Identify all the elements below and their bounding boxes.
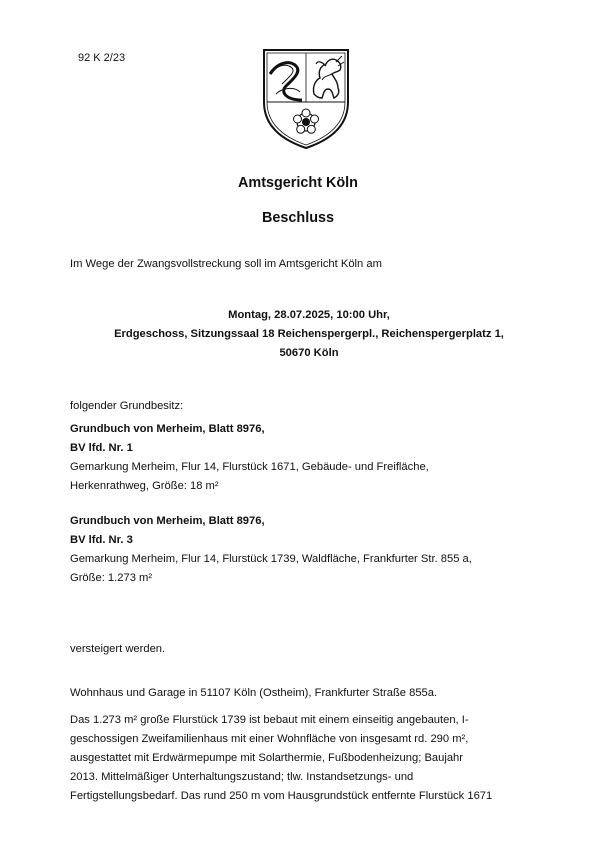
intro-text: Im Wege der Zwangsvollstreckung soll im Amtsgericht Köln am [70,258,382,270]
parcel-1-desc-line1: Gemarkung Merheim, Flur 14, Flurstück 1671, Gebäude- und Freifläche, [70,461,429,473]
hearing-location-line2: 50670 Köln [279,347,339,359]
parcel-2-desc-line2: Größe: 1.273 m² [70,572,153,584]
auction-phrase: versteigert werden. [70,643,166,655]
parcel-2-lfd: BV lfd. Nr. 3 [70,534,133,546]
hearing-location-line1: Erdgeschoss, Sitzungssaal 18 Reichenspergerpl., Reichenspergerplatz 1, [114,328,504,340]
property-summary: Wohnhaus und Garage in 51107 Köln (Ostheim), Frankfurter Straße 855a. [70,687,438,699]
description-line-4: 2013. Mittelmäßiger Unterhaltungszustand; tlw. Instandsetzungs- und [70,771,414,783]
coat-of-arms-logo [256,44,356,152]
description-line-2: geschossigen Zweifamilienhaus mit einer Wohnfläche von insgesamt rd. 290 m², [70,733,469,745]
document-type: Beschluss [262,210,334,226]
property-intro: folgender Grundbesitz: [70,400,184,412]
description-line-3: ausgestattet mit Erdwärmepumpe mit Solarthermie, Fußbodenheizung; Baujahr [70,752,463,764]
parcel-2-desc-line1: Gemarkung Merheim, Flur 14, Flurstück 1739, Waldfläche, Frankfurter Str. 855 a, [70,553,472,565]
parcel-1-register: Grundbuch von Merheim, Blatt 8976, [70,423,265,435]
description-line-5: Fertigstellungsbedarf. Das rund 250 m vom Hausgrundstück entfernte Flurstück 1671 [70,790,493,802]
parcel-1-lfd: BV lfd. Nr. 1 [70,442,133,454]
parcel-1-desc-line2: Herkenrathweg, Größe: 18 m² [70,480,219,492]
case-number: 92 K 2/23 [78,52,126,64]
parcel-2-register: Grundbuch von Merheim, Blatt 8976, [70,515,265,527]
hearing-datetime: Montag, 28.07.2025, 10:00 Uhr, [228,309,390,321]
court-name: Amtsgericht Köln [238,175,358,191]
description-line-1: Das 1.273 m² große Flurstück 1739 ist bebaut mit einem einseitig angebauten, I- [70,714,469,726]
